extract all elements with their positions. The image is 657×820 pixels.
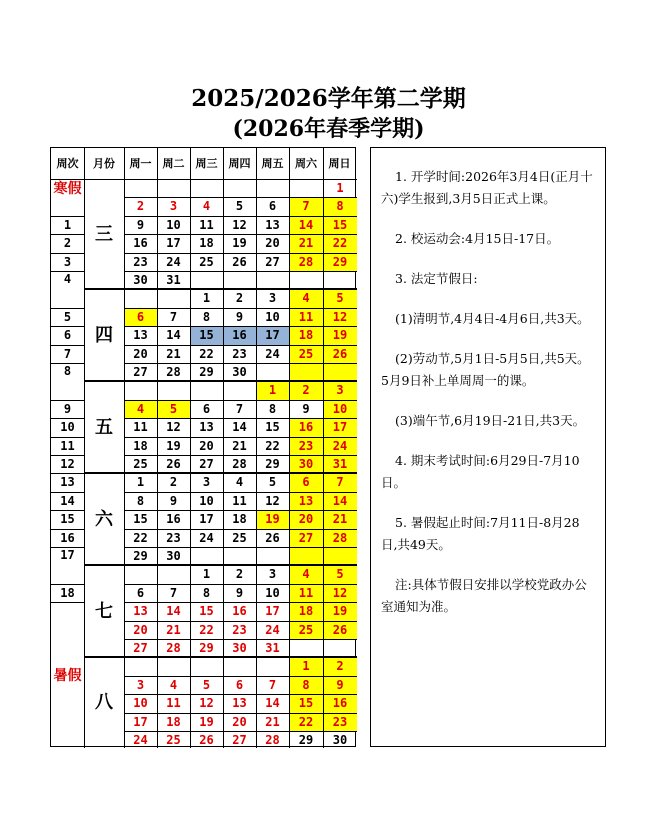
day-cell: 20: [133, 346, 148, 361]
day-cell: 11: [199, 217, 214, 232]
header-fri: 周五: [261, 157, 284, 170]
grid-line: [51, 584, 84, 585]
day-cell: 20: [199, 438, 214, 453]
day-cell: 7: [323, 473, 357, 491]
day-cell: 14: [232, 420, 247, 435]
day-cell: 29: [265, 457, 280, 471]
week-number: 2: [63, 236, 72, 251]
day-cell: 9: [136, 217, 145, 232]
header-sat: 周六: [295, 157, 317, 170]
week-number: 4: [63, 272, 72, 287]
note-labor-day: (2)劳动节,5月1日-5月5日,共5天。5月9日补上单周周一的课。: [381, 351, 590, 388]
day-cell: 15: [289, 694, 323, 712]
day-cell: 3: [202, 475, 211, 490]
day-cell: 22: [289, 713, 323, 731]
day-cell: 31: [166, 273, 181, 287]
day-cell: 19: [199, 714, 214, 729]
day-cell: 17: [265, 604, 280, 619]
day-cell: 22: [133, 530, 148, 545]
day-cell: 5: [323, 565, 357, 583]
week-number: 14: [60, 493, 75, 508]
week-number: 6: [63, 328, 72, 343]
week-number: 18: [60, 585, 75, 600]
grid-line: [51, 234, 84, 235]
day-cell: 13: [265, 217, 280, 232]
day-cell: 24: [323, 437, 357, 455]
winter-vacation-label: 寒假: [53, 181, 82, 197]
day-cell: 8: [289, 676, 323, 694]
month-march: 三: [95, 224, 113, 245]
day-cell: 21: [232, 438, 247, 453]
day-cell: 27: [289, 529, 323, 547]
day-cell: 4: [124, 400, 157, 418]
day-cell: 12: [199, 696, 214, 711]
day-cell: 20: [265, 236, 280, 251]
week-number: 16: [60, 530, 75, 545]
grid-line: [84, 472, 357, 474]
grid-line: [51, 455, 84, 456]
grid-line: [51, 308, 84, 309]
day-cell: 22: [199, 346, 214, 361]
day-cell: 4: [235, 475, 244, 490]
header-week: 周次: [56, 157, 79, 170]
day-cell: 16: [289, 418, 323, 436]
summer-vacation-label: 暑假: [53, 668, 82, 684]
day-cell: 17: [133, 714, 148, 729]
day-cell: 27: [199, 457, 214, 471]
day-cell: 29: [323, 253, 357, 271]
day-cell: 8: [323, 197, 357, 215]
notes-panel: [370, 147, 606, 747]
week-number: 9: [63, 401, 72, 416]
day-cell: 24: [265, 622, 280, 637]
day-cell: 25: [199, 254, 214, 269]
day-cell: 30: [332, 733, 348, 747]
week-number: 1: [63, 217, 72, 232]
grid-line: [84, 656, 357, 658]
day-cell: 6: [136, 585, 145, 600]
day-cell: 28: [289, 253, 323, 271]
day-cell: 13: [289, 492, 323, 510]
day-cell: 31: [265, 641, 280, 655]
day-cell: 26: [323, 345, 357, 363]
day-cell: 18: [232, 512, 247, 527]
day-cell: 21: [166, 346, 181, 361]
day-cell: 7: [235, 401, 244, 416]
day-cell: 16: [232, 604, 247, 619]
day-cell: 6: [289, 473, 323, 491]
day-cell: 30: [232, 641, 247, 655]
day-cell: 30: [232, 365, 247, 379]
day-cell: 28: [265, 733, 280, 747]
day-cell: 29: [199, 641, 214, 655]
header-thu: 周四: [228, 157, 251, 170]
day-cell: 5: [157, 400, 190, 418]
day-cell: 12: [166, 420, 181, 435]
day-cell: 23: [133, 254, 148, 269]
day-cell: 14: [323, 492, 357, 510]
day-cell: 10: [199, 493, 214, 508]
day-cell: 15: [133, 512, 148, 527]
header-mon: 周一: [129, 157, 152, 170]
grid-line: [51, 602, 84, 603]
grid-line: [51, 473, 84, 474]
day-cell: 3: [136, 677, 145, 692]
day-cell: 17: [323, 418, 357, 436]
day-cell: 21: [289, 234, 323, 252]
day-cell: 24: [199, 530, 214, 545]
note-start: 1. 开学时间:2026年3月4日(正月十六)学生报到,3月5日正式上课。: [381, 169, 593, 206]
day-cell: 2: [136, 199, 145, 214]
day-cell: 14: [265, 696, 280, 711]
day-cell: 13: [232, 696, 247, 711]
day-cell: 21: [323, 510, 357, 528]
day-cell: 23: [232, 622, 247, 637]
month-may: 五: [95, 417, 113, 438]
month-july: 七: [95, 601, 113, 622]
day-cell: 21: [265, 714, 280, 729]
day-cell: 3: [268, 567, 277, 582]
grid-line: [51, 179, 357, 180]
day-cell: 19: [232, 236, 247, 251]
week-number: 13: [60, 475, 75, 490]
day-cell: 27: [133, 365, 148, 379]
day-cell: 30: [133, 273, 148, 287]
day-cell: 21: [166, 622, 181, 637]
day-cell: 27: [265, 254, 280, 269]
day-cell: 7: [289, 197, 323, 215]
day-cell: 27: [133, 641, 148, 655]
day-cell: 17: [166, 236, 181, 251]
day-cell: 11: [289, 584, 323, 602]
day-cell: 18: [289, 602, 323, 620]
day-cell: 18: [166, 714, 181, 729]
day-cell: 13: [199, 420, 214, 435]
day-cell: [323, 363, 357, 381]
grid-line: [51, 529, 84, 530]
calendar-table: [50, 147, 356, 747]
day-cell: 5: [235, 199, 244, 214]
week-number: 10: [60, 420, 75, 435]
day-cell: 7: [268, 677, 277, 692]
day-cell: 26: [166, 457, 181, 471]
day-cell: 8: [202, 585, 211, 600]
day-cell: 6: [268, 199, 277, 214]
day-cell: 1: [256, 381, 289, 399]
week-number: 7: [63, 346, 72, 361]
day-cell: 20: [289, 510, 323, 528]
day-cell: 4: [289, 565, 323, 583]
day-cell: 7: [169, 585, 178, 600]
day-cell: 3: [268, 291, 277, 306]
day-cell: 16: [133, 236, 148, 251]
day-cell: 18: [133, 438, 148, 453]
day-cell: 1: [202, 567, 211, 582]
day-cell: 13: [133, 604, 148, 619]
day-cell: 19: [323, 602, 357, 620]
day-cell: 11: [232, 493, 247, 508]
day-cell: 19: [323, 326, 357, 344]
day-cell: 27: [232, 733, 247, 747]
day-cell: 10: [265, 585, 280, 600]
day-cell: 22: [199, 622, 214, 637]
day-cell: [323, 547, 357, 565]
grid-line: [84, 288, 357, 290]
day-cell: 25: [133, 457, 148, 471]
month-april: 四: [95, 325, 113, 346]
day-cell: 25: [289, 345, 323, 363]
day-cell: 7: [169, 309, 178, 324]
day-cell: 12: [232, 217, 247, 232]
day-cell: 23: [289, 437, 323, 455]
day-cell: 26: [232, 254, 247, 269]
day-cell: [289, 363, 323, 381]
note-holidays: 3. 法定节假日:: [395, 271, 478, 286]
day-cell: 8: [136, 493, 145, 508]
day-cell: 23: [166, 530, 181, 545]
note-sports: 2. 校运动会:4月15日-17日。: [395, 231, 560, 246]
day-cell: 23: [323, 713, 357, 731]
header-month: 月份: [93, 157, 115, 170]
day-cell: 26: [199, 733, 214, 747]
day-cell: 26: [265, 530, 280, 545]
grid-line: [51, 437, 84, 438]
day-cell: 17: [199, 512, 214, 527]
day-cell: 14: [166, 328, 181, 343]
week-number: 15: [60, 512, 75, 527]
day-cell: 9: [235, 309, 244, 324]
grid-line: [51, 510, 84, 511]
day-cell: 1: [136, 475, 145, 490]
grid-line: [51, 363, 84, 364]
day-cell: 11: [289, 308, 323, 326]
day-cell: 29: [199, 365, 214, 379]
day-cell: 25: [232, 530, 247, 545]
day-cell: 12: [323, 308, 357, 326]
week-number: 3: [63, 254, 72, 269]
day-cell: 6: [124, 308, 157, 326]
day-cell: 14: [166, 604, 181, 619]
day-cell: 15: [190, 326, 223, 344]
month-august: 八: [95, 692, 113, 713]
day-cell: 3: [169, 199, 178, 214]
day-cell: 12: [323, 584, 357, 602]
day-cell: 1: [202, 291, 211, 306]
day-cell: 16: [166, 512, 181, 527]
day-cell: 9: [235, 585, 244, 600]
day-cell: 6: [235, 677, 244, 692]
day-cell: 13: [133, 328, 148, 343]
day-cell: 12: [265, 493, 280, 508]
day-cell: 16: [223, 326, 256, 344]
day-cell: 31: [323, 455, 357, 473]
day-cell: 25: [289, 621, 323, 639]
day-cell: 11: [166, 696, 181, 711]
day-cell: 28: [166, 641, 181, 655]
week-number: 12: [60, 457, 75, 471]
day-cell: 30: [289, 455, 323, 473]
grid-line: [51, 418, 84, 419]
day-cell: 18: [289, 326, 323, 344]
day-cell: 2: [235, 291, 244, 306]
day-cell: 28: [323, 529, 357, 547]
grid-line: [51, 345, 84, 346]
day-cell: 4: [169, 677, 178, 692]
grid-line: [51, 547, 84, 548]
day-cell: 28: [232, 457, 247, 471]
day-cell: 28: [166, 365, 181, 379]
header-tue: 周二: [162, 157, 185, 170]
week-number: 8: [63, 364, 72, 379]
week-number: 11: [60, 438, 75, 453]
day-cell: 2: [169, 475, 178, 490]
grid-line: [51, 253, 84, 254]
day-cell: 23: [232, 346, 247, 361]
day-cell: 17: [256, 326, 289, 344]
day-cell: 22: [265, 438, 280, 453]
day-cell: 9: [323, 676, 357, 694]
page-title: 2025/2026学年第二学期: [191, 85, 466, 112]
day-cell: 18: [199, 236, 214, 251]
week-number: 17: [60, 548, 75, 563]
week-number: 5: [63, 309, 72, 324]
grid-line: [51, 400, 84, 401]
day-cell: 20: [232, 714, 247, 729]
day-cell: 24: [166, 254, 181, 269]
day-cell: 29: [298, 733, 314, 747]
grid-line: [84, 564, 357, 566]
day-cell: 5: [323, 289, 357, 307]
day-cell: 30: [166, 549, 181, 563]
note-final-exam: 4. 期末考试时间:6月29日-7月10日。: [381, 453, 580, 490]
day-cell: 20: [133, 622, 148, 637]
day-cell: 26: [323, 621, 357, 639]
day-cell: 10: [133, 696, 148, 711]
day-cell: 10: [265, 309, 280, 324]
day-cell: 22: [323, 234, 357, 252]
day-cell: 5: [268, 475, 277, 490]
day-cell: 9: [302, 401, 310, 416]
day-cell: 2: [323, 657, 357, 675]
day-cell: 14: [289, 216, 323, 234]
header-sun: 周日: [328, 157, 351, 170]
day-cell: [289, 547, 323, 565]
note-summer: 5. 暑假起止时间:7月11日-8月28日,共49天。: [381, 515, 580, 552]
day-cell: 15: [323, 216, 357, 234]
day-cell: 1: [336, 181, 344, 195]
day-cell: 25: [166, 733, 181, 747]
day-cell: 15: [265, 420, 280, 435]
grid-line: [51, 271, 84, 272]
page-subtitle: (2026年春季学期): [232, 116, 425, 142]
day-cell: 3: [323, 381, 357, 399]
day-cell: 4: [289, 289, 323, 307]
grid-line: [84, 380, 357, 382]
grid-line: [51, 326, 84, 327]
day-cell: 16: [323, 694, 357, 712]
note-dragon-boat: (3)端午节,6月19日-21日,共3天。: [395, 413, 586, 428]
header-wed: 周三: [195, 157, 218, 170]
day-cell: 24: [133, 733, 148, 747]
day-cell: 2: [289, 381, 323, 399]
note-remark: 注:具体节假日安排以学校党政办公室通知为准。: [381, 577, 587, 614]
day-cell: 19: [256, 510, 289, 528]
day-cell: 5: [202, 677, 211, 692]
day-cell: 10: [323, 400, 357, 418]
grid-line: [51, 216, 84, 217]
day-cell: 2: [235, 567, 244, 582]
day-cell: 6: [202, 401, 211, 416]
day-cell: 9: [169, 493, 178, 508]
note-qingming: (1)清明节,4月4日-4月6日,共3天。: [395, 311, 590, 326]
day-cell: 8: [202, 309, 211, 324]
day-cell: 15: [199, 604, 214, 619]
day-cell: 10: [166, 217, 181, 232]
day-cell: 8: [268, 401, 277, 416]
grid-line: [51, 492, 84, 493]
month-june: 六: [95, 509, 113, 530]
day-cell: 4: [202, 199, 211, 214]
day-cell: 11: [133, 420, 148, 435]
day-cell: 24: [265, 346, 280, 361]
day-cell: 1: [289, 657, 323, 675]
day-cell: 29: [133, 549, 148, 563]
day-cell: 19: [166, 438, 181, 453]
